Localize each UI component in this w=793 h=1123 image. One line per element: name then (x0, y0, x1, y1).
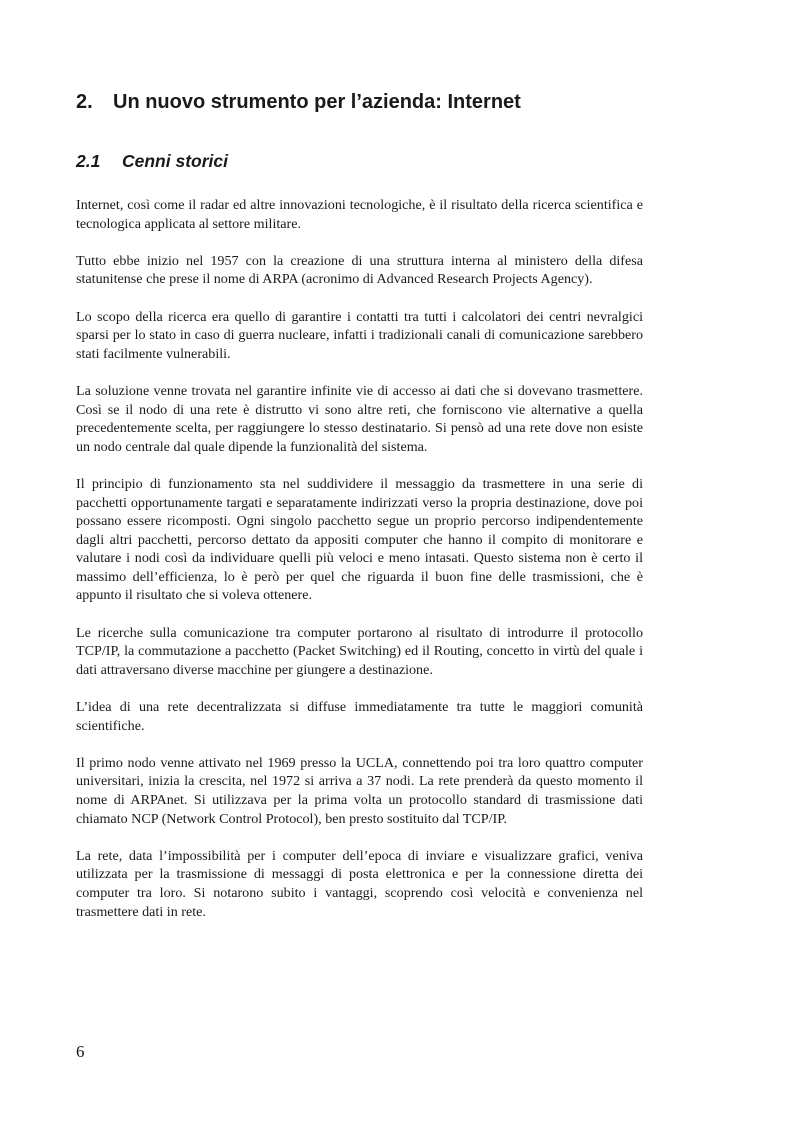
paragraph: L’idea di una rete decentralizzata si diffuse immediatamente tra tutte le maggiori comunità scientifiche. (76, 699, 643, 734)
chapter-title: Un nuovo strumento per l’azienda: Internet (113, 91, 521, 113)
paragraph: Internet, così come il radar ed altre innovazioni tecnologiche, è il risultato della ricerca scientifica e tecnologica applicata al settore militare. (76, 197, 643, 232)
paragraph: Le ricerche sulla comunicazione tra computer portarono al risultato di introdurre il protocollo TCP/IP, la commutazione a pacchetto (Packet Switching) ed il Routing, concetto in virtù del quale i dati attraversano diverse macchine per giungere a destinazione. (76, 624, 643, 678)
page-number: 6 (76, 1042, 85, 1061)
paragraph: Tutto ebbe inizio nel 1957 con la creazione di una struttura interna al ministero della difesa statunitense che prese il nome di ARPA (acronimo di Advanced Research Projects Agency). (76, 252, 643, 288)
chapter-heading (76, 89, 716, 115)
body-text (76, 196, 643, 940)
section-title: Cenni storici (122, 151, 228, 171)
section-number: 2.1 (76, 151, 101, 171)
chapter-number: 2. (76, 91, 93, 113)
paragraph: Il primo nodo venne attivato nel 1969 presso la UCLA, connettendo poi tra loro quattro computer universitari, inizia la crescita, nel 1972 si arriva a 37 nodi. La rete prenderà da questo momento il nome di ARPAnet. Si utilizzava per la prima volta un protocollo standard di trasmissione dati chiamato NCP (Network Control Protocol), ben presto sostituito dal TCP/IP. (76, 754, 643, 827)
paragraph: La rete, data l’impossibilità per i computer dell’epoca di inviare e visualizzare grafici, veniva utilizzata per la trasmissione di messaggi di posta elettronica e per la connessione diretta dei computer tra loro. Si notarono subito i vantaggi, scoprendo così velocità e convenienza nel trasmettere dati in rete. (76, 847, 643, 920)
section-heading (76, 150, 716, 172)
paragraph: La soluzione venne trovata nel garantire infinite vie di accesso ai dati che si dovevano trasmettere. Così se il nodo di una rete è distrutto vi sono altre reti, che forniscono vie alternative a quella precedentemente scelta, per raggiungere lo stesso destinatario. Si pensò ad una rete dove non esiste un nodo centrale dal quale dipende la funzionalità del sistema. (76, 382, 643, 455)
paragraph: Lo scopo della ricerca era quello di garantire i contatti tra tutti i calcolatori dei centri nevralgici sparsi per lo stato in caso di guerra nucleare, infatti i tradizionali canali di comunicazione sarebbero stati facilmente vulnerabili. (76, 308, 643, 362)
paragraph: Il principio di funzionamento sta nel suddividere il messaggio da trasmettere in una serie di pacchetti opportunamente targati e separatamente indirizzati verso la propria destinazione, dove poi possano essere ricomposti. Ogni singolo pacchetto segue un proprio percorso indipendentemente dagli altri pacchetti, percorso dettato da appositi computer che hanno il compito di monitorare e valutare i nodi così da individuare quelli più veloci e meno intasati. Questo sistema non è certo il massimo dell’efficienza, lo è però per quel che riguarda il buon fine delle trasmissioni, che è appunto il risultato che si voleva ottenere. (76, 475, 643, 604)
